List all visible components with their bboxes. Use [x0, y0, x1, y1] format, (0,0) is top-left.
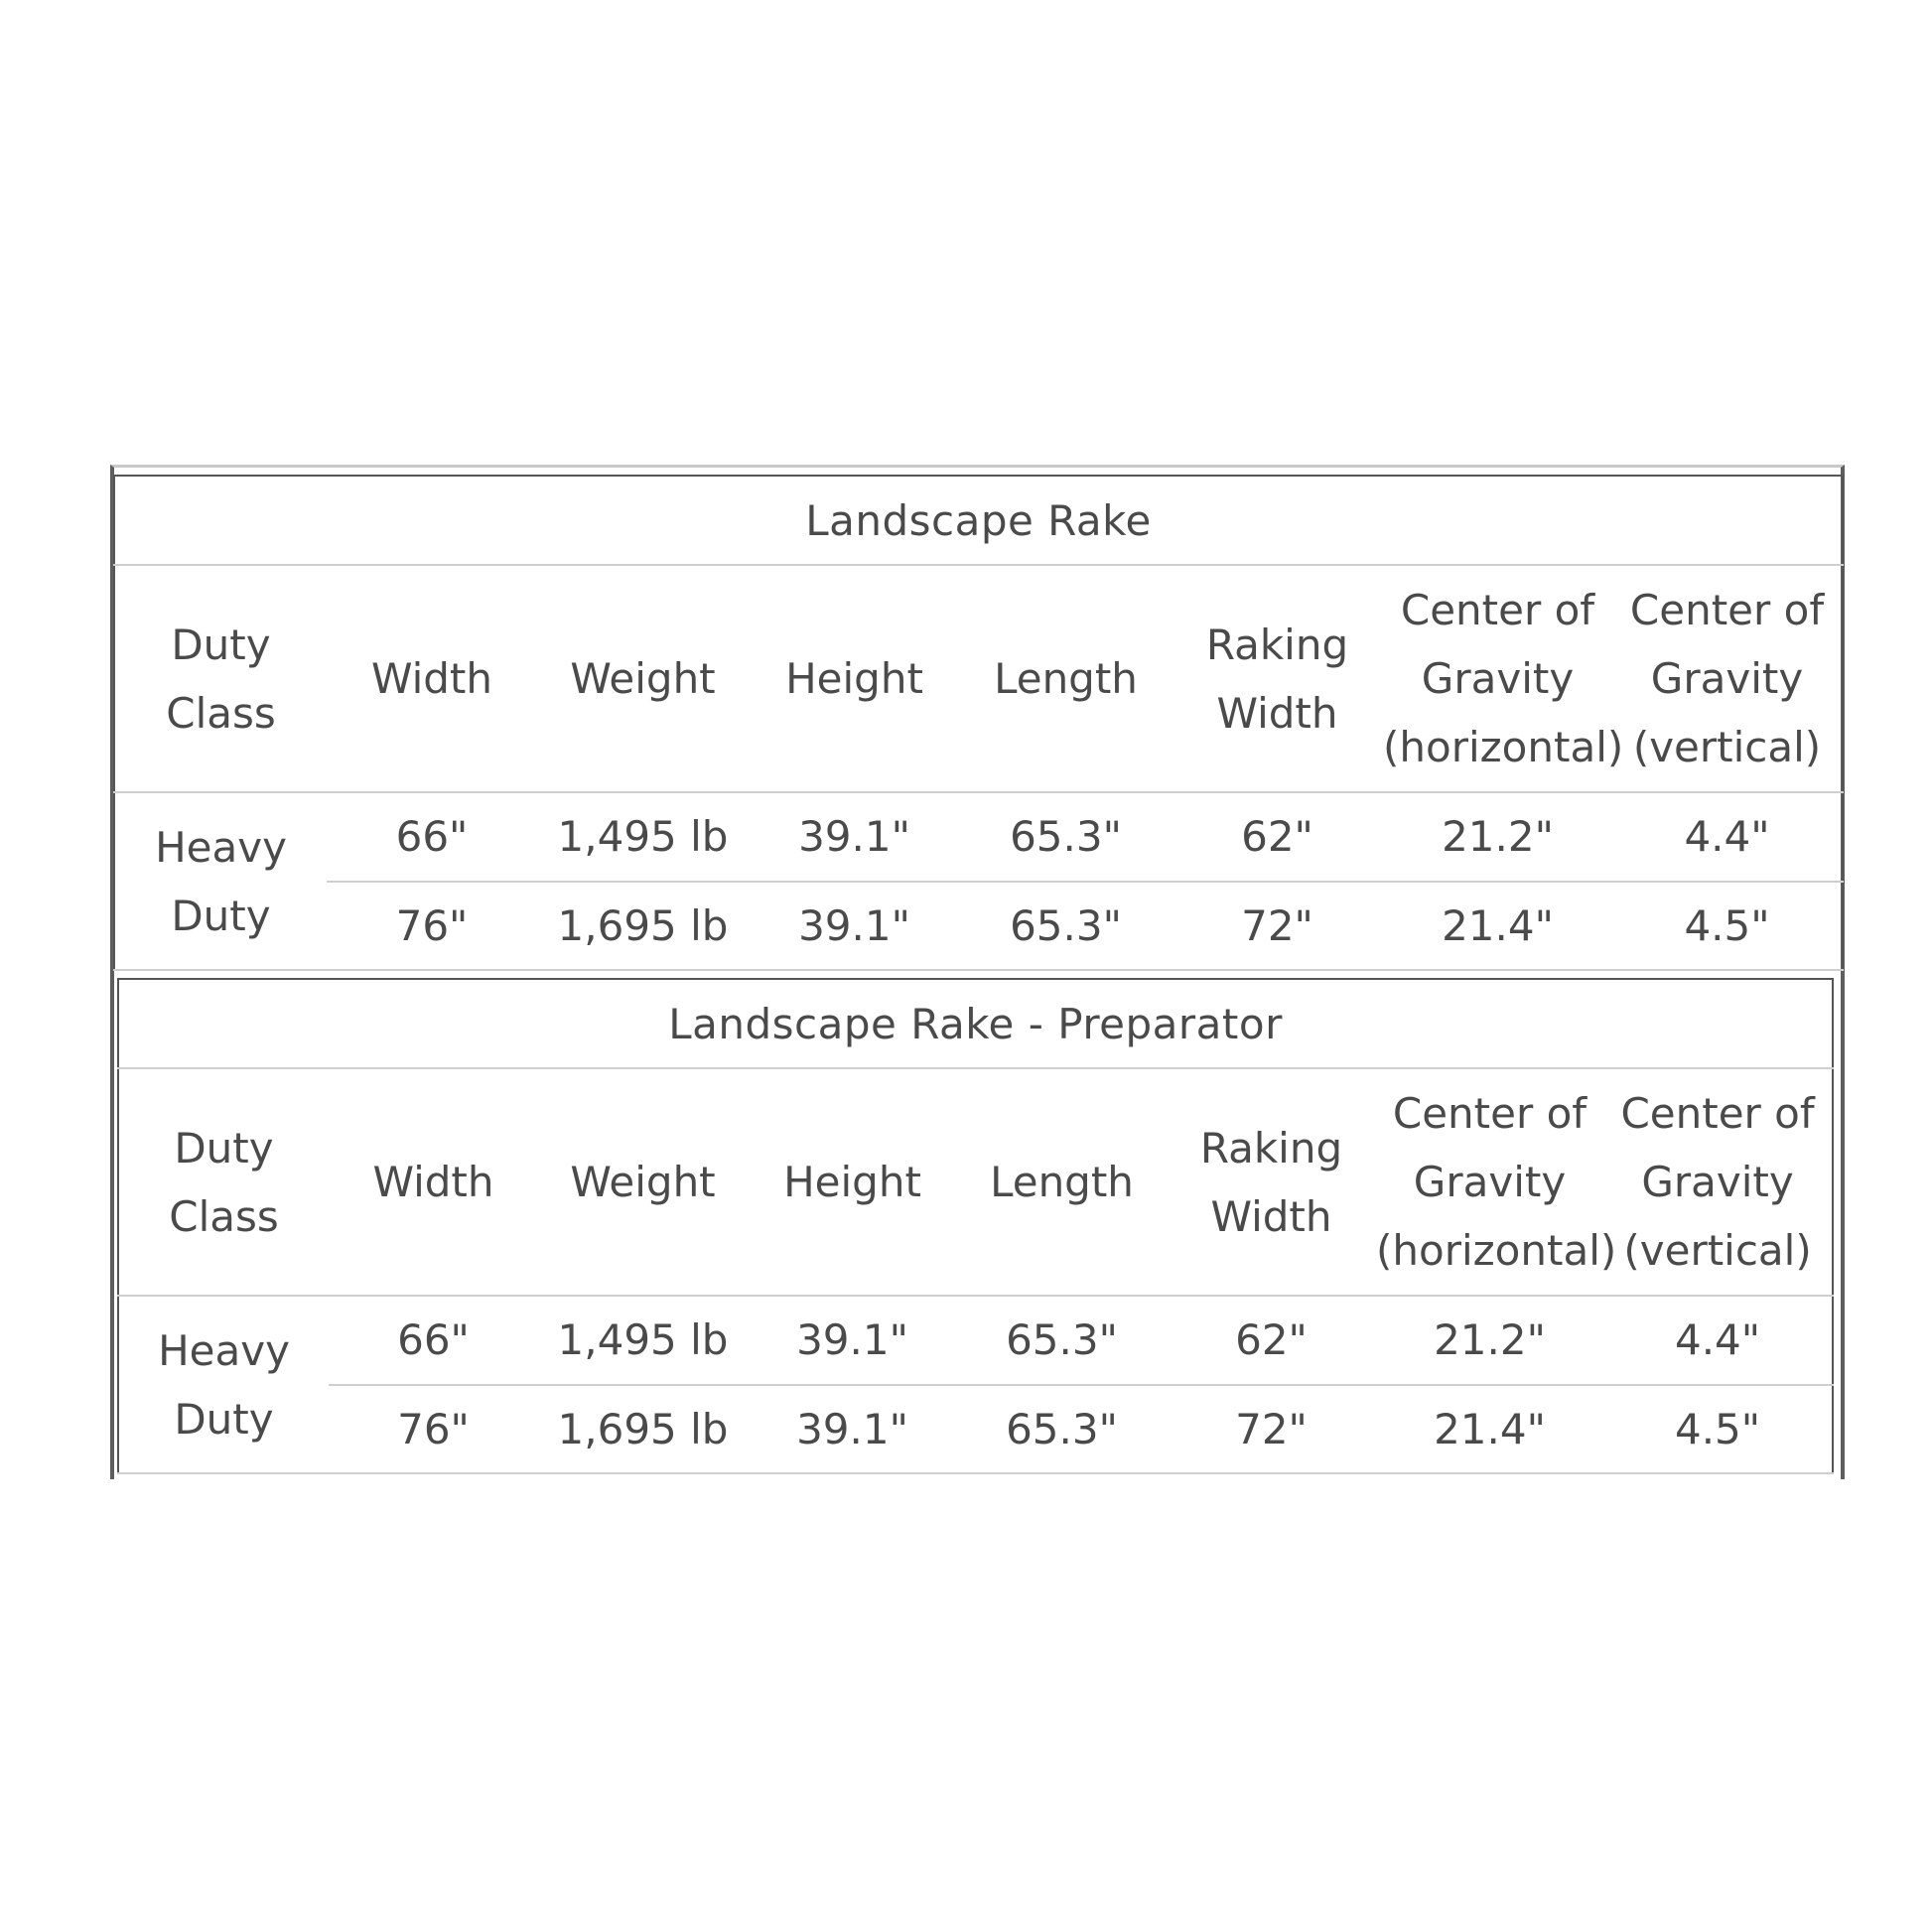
- cell-height: 39.1": [749, 882, 960, 970]
- duty-class-cell: [114, 792, 327, 970]
- cell-raking-width: 72": [1167, 1385, 1376, 1473]
- cell-cog-horizontal: 21.4": [1383, 882, 1612, 970]
- header-length: Length: [960, 565, 1172, 792]
- header-raking-width-line: Width: [1216, 688, 1338, 738]
- header-cog-vertical-line: (vertical): [1632, 723, 1822, 772]
- header-width: Width: [329, 1068, 538, 1296]
- header-duty-class: [118, 1068, 329, 1296]
- duty-class-line: Duty: [171, 891, 271, 940]
- cell-cog-horizontal: 21.2": [1376, 1296, 1603, 1384]
- spec-table-landscape-rake: [113, 475, 1844, 971]
- header-raking-width-line: Raking: [1205, 620, 1349, 669]
- header-duty-class: [114, 565, 327, 792]
- cell-length: 65.3": [960, 882, 1172, 970]
- duty-class-line: Heavy: [155, 822, 287, 872]
- table-title: Landscape Rake: [114, 476, 1843, 565]
- spec-table-landscape-rake-preparator: [117, 978, 1834, 1474]
- header-weight: Weight: [538, 1068, 748, 1296]
- cell-length: 65.3": [960, 792, 1172, 881]
- cell-weight: 1,695 lb: [537, 882, 749, 970]
- table-title-row: [118, 979, 1833, 1068]
- header-cog-vertical-line: Gravity: [1650, 654, 1804, 704]
- header-cog-horizontal: [1383, 565, 1624, 792]
- cell-raking-width: 72": [1172, 882, 1383, 970]
- header-duty-class-line: Duty: [171, 620, 271, 669]
- header-height: Height: [748, 1068, 957, 1296]
- cell-raking-width: 62": [1172, 792, 1383, 881]
- cell-width: 76": [327, 882, 537, 970]
- table-row: [114, 882, 1843, 970]
- header-cog-vertical-line: Center of: [1620, 1089, 1815, 1139]
- header-cog-vertical-line: (vertical): [1623, 1226, 1812, 1276]
- header-raking-width-line: Width: [1210, 1191, 1332, 1241]
- cell-height: 39.1": [748, 1385, 957, 1473]
- table-title-row: [114, 476, 1843, 565]
- duty-class-line: Duty: [174, 1394, 274, 1444]
- table-header-row: [114, 565, 1843, 792]
- header-cog-horizontal-line: Center of: [1392, 1089, 1587, 1139]
- header-duty-class-line: Duty: [174, 1123, 274, 1173]
- table-row: [114, 792, 1843, 881]
- header-cog-vertical-line: Center of: [1629, 586, 1825, 635]
- cell-cog-horizontal: 21.4": [1376, 1385, 1603, 1473]
- header-cog-horizontal: [1376, 1068, 1617, 1296]
- header-cog-horizontal-line: (horizontal): [1376, 1226, 1617, 1276]
- table-row: [118, 1385, 1833, 1473]
- cell-cog-vertical: 4.4": [1612, 792, 1843, 881]
- header-length: Length: [957, 1068, 1167, 1296]
- duty-class-line: Heavy: [158, 1325, 290, 1375]
- header-cog-vertical: [1612, 565, 1843, 792]
- header-cog-horizontal-line: Center of: [1400, 586, 1595, 635]
- duty-class-cell: [118, 1296, 329, 1473]
- header-raking-width: [1167, 1068, 1376, 1296]
- cell-height: 39.1": [748, 1296, 957, 1384]
- cell-cog-vertical: 4.5": [1603, 1385, 1833, 1473]
- header-raking-width: [1172, 565, 1383, 792]
- cell-length: 65.3": [957, 1296, 1167, 1384]
- cell-cog-horizontal: 21.2": [1383, 792, 1612, 881]
- header-cog-horizontal-line: Gravity: [1421, 654, 1575, 704]
- header-cog-horizontal-line: Gravity: [1413, 1158, 1567, 1207]
- header-height: Height: [749, 565, 960, 792]
- header-duty-class-line: Class: [169, 1191, 279, 1241]
- cell-cog-vertical: 4.4": [1603, 1296, 1833, 1384]
- table-header-row: [118, 1068, 1833, 1296]
- table-row: [118, 1296, 1833, 1384]
- cell-height: 39.1": [749, 792, 960, 881]
- header-cog-horizontal-line: (horizontal): [1383, 723, 1624, 772]
- cell-weight: 1,695 lb: [538, 1385, 748, 1473]
- cell-width: 66": [327, 792, 537, 881]
- cell-weight: 1,495 lb: [537, 792, 749, 881]
- cell-weight: 1,495 lb: [538, 1296, 748, 1384]
- cell-raking-width: 62": [1167, 1296, 1376, 1384]
- header-raking-width-line: Raking: [1199, 1123, 1343, 1173]
- header-duty-class-line: Class: [166, 688, 276, 738]
- header-weight: Weight: [537, 565, 749, 792]
- cell-length: 65.3": [957, 1385, 1167, 1473]
- cell-width: 66": [329, 1296, 538, 1384]
- cell-width: 76": [329, 1385, 538, 1473]
- header-width: Width: [327, 565, 537, 792]
- cell-cog-vertical: 4.5": [1612, 882, 1843, 970]
- header-cog-vertical-line: Gravity: [1641, 1158, 1794, 1207]
- table-title: Landscape Rake - Preparator: [118, 979, 1833, 1068]
- header-cog-vertical: [1603, 1068, 1833, 1296]
